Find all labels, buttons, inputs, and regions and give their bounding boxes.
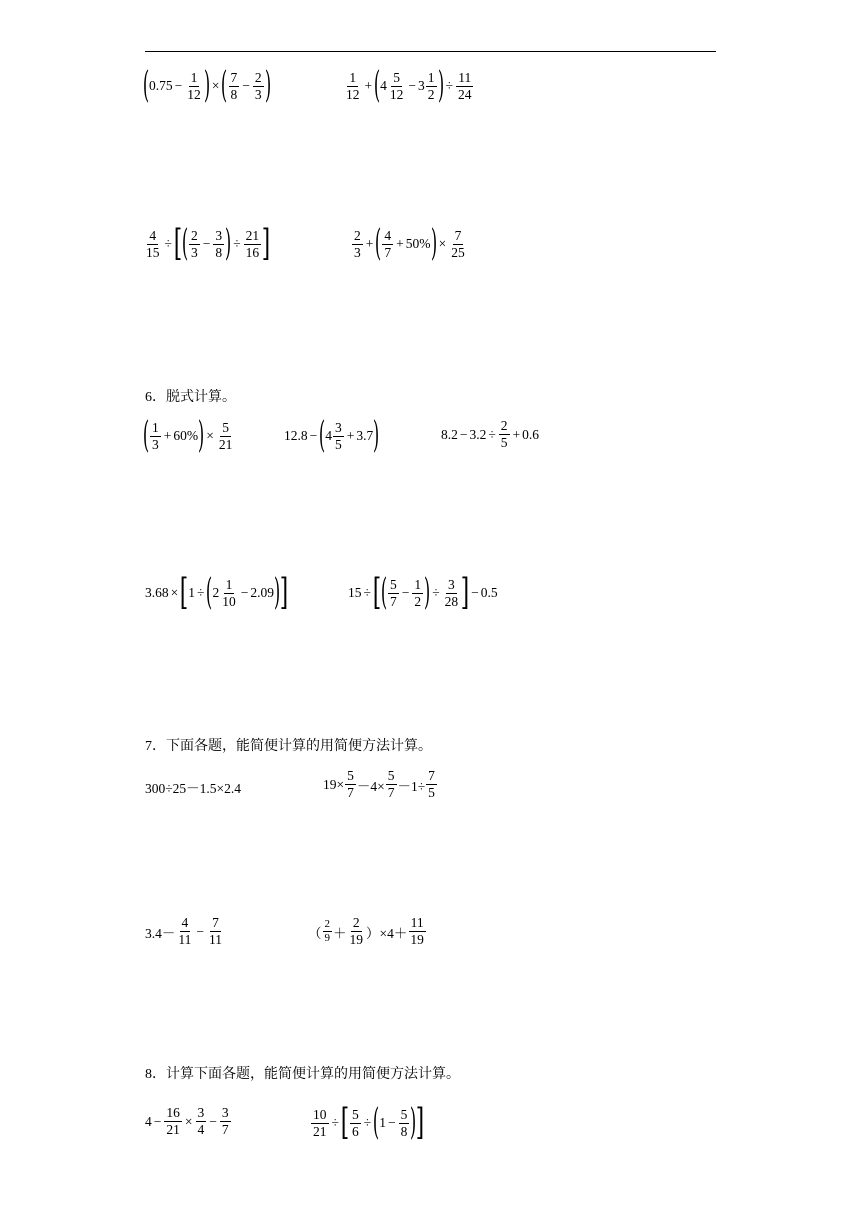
expression-6-3: 8.2 − 3.2 ÷ $\frac{2}{5}$ + 0.6 xyxy=(441,418,540,450)
expression-6-4: 3.68 × [ 1 ÷ ( 2 1 10 − 2.09 ) ] xyxy=(145,572,289,613)
expression-6-2: 12.8 − ( 4 3 5 + 3.7 ) xyxy=(284,415,380,456)
expression-7-4: （ 2 9 ＋ 2 19 ）×4＋ 11 19 xyxy=(308,915,424,947)
header-rule xyxy=(145,51,716,52)
expression-8-1: 4 − $\frac{16}{21}$ × $\frac{3}{4}$ − $\frac{3}{7}$ xyxy=(145,1105,229,1137)
expression-6-5: 15 ÷ [ ( 5 7 − $\frac{1}{2}$ ) ÷ $\frac{3}{28}$ ] − 0.5 xyxy=(348,572,498,613)
question-7-heading: 7．下面各题，能简便计算的用简便方法计算。 xyxy=(145,739,432,754)
expression-s1-1: ( 0.75 − $\frac{1}{12}$ ) × ( 7 8 − $\frac{2}{3}$ ) xyxy=(142,65,271,106)
expression-s1-4: 2 3 + ( 4 7 + 50% ) × $\frac{7}{25}$ xyxy=(354,223,465,264)
expression-8-2: $\frac{10}{21}$ ÷ [ $\frac{5}{6}$ ÷ ( 1 − $\frac{5}{8}$ ) ] xyxy=(313,1102,425,1143)
expression-7-3: 3.4－ 4 11 − $\frac{7}{11}$ xyxy=(145,915,222,947)
expression-s1-3: $\frac{4}{15}$ ÷ [ ( 2 3 − $\frac{3}{8}$ ) ÷ $\frac{21}{16}$ ] xyxy=(146,223,271,264)
expression-7-2: 19× $\frac{5}{7}$ －4× $\frac{5}{7}$ －1÷ $\frac{7}{5}$ xyxy=(323,768,435,800)
question-6-heading: 6．脱式计算。 xyxy=(145,390,236,405)
expression-7-1: 300÷25－1.5×2.4 xyxy=(145,781,242,796)
expression-s1-2: 1 12 + ( 4 5 12 − 3 1 2 ) ÷ $\frac{11}{24}$ xyxy=(346,65,472,106)
expression-6-1: ( 1 3 + 60% ) × $\frac{5}{21}$ xyxy=(142,415,233,456)
question-8-heading: 8．计算下面各题，能简便计算的用简便方法计算。 xyxy=(145,1067,460,1082)
